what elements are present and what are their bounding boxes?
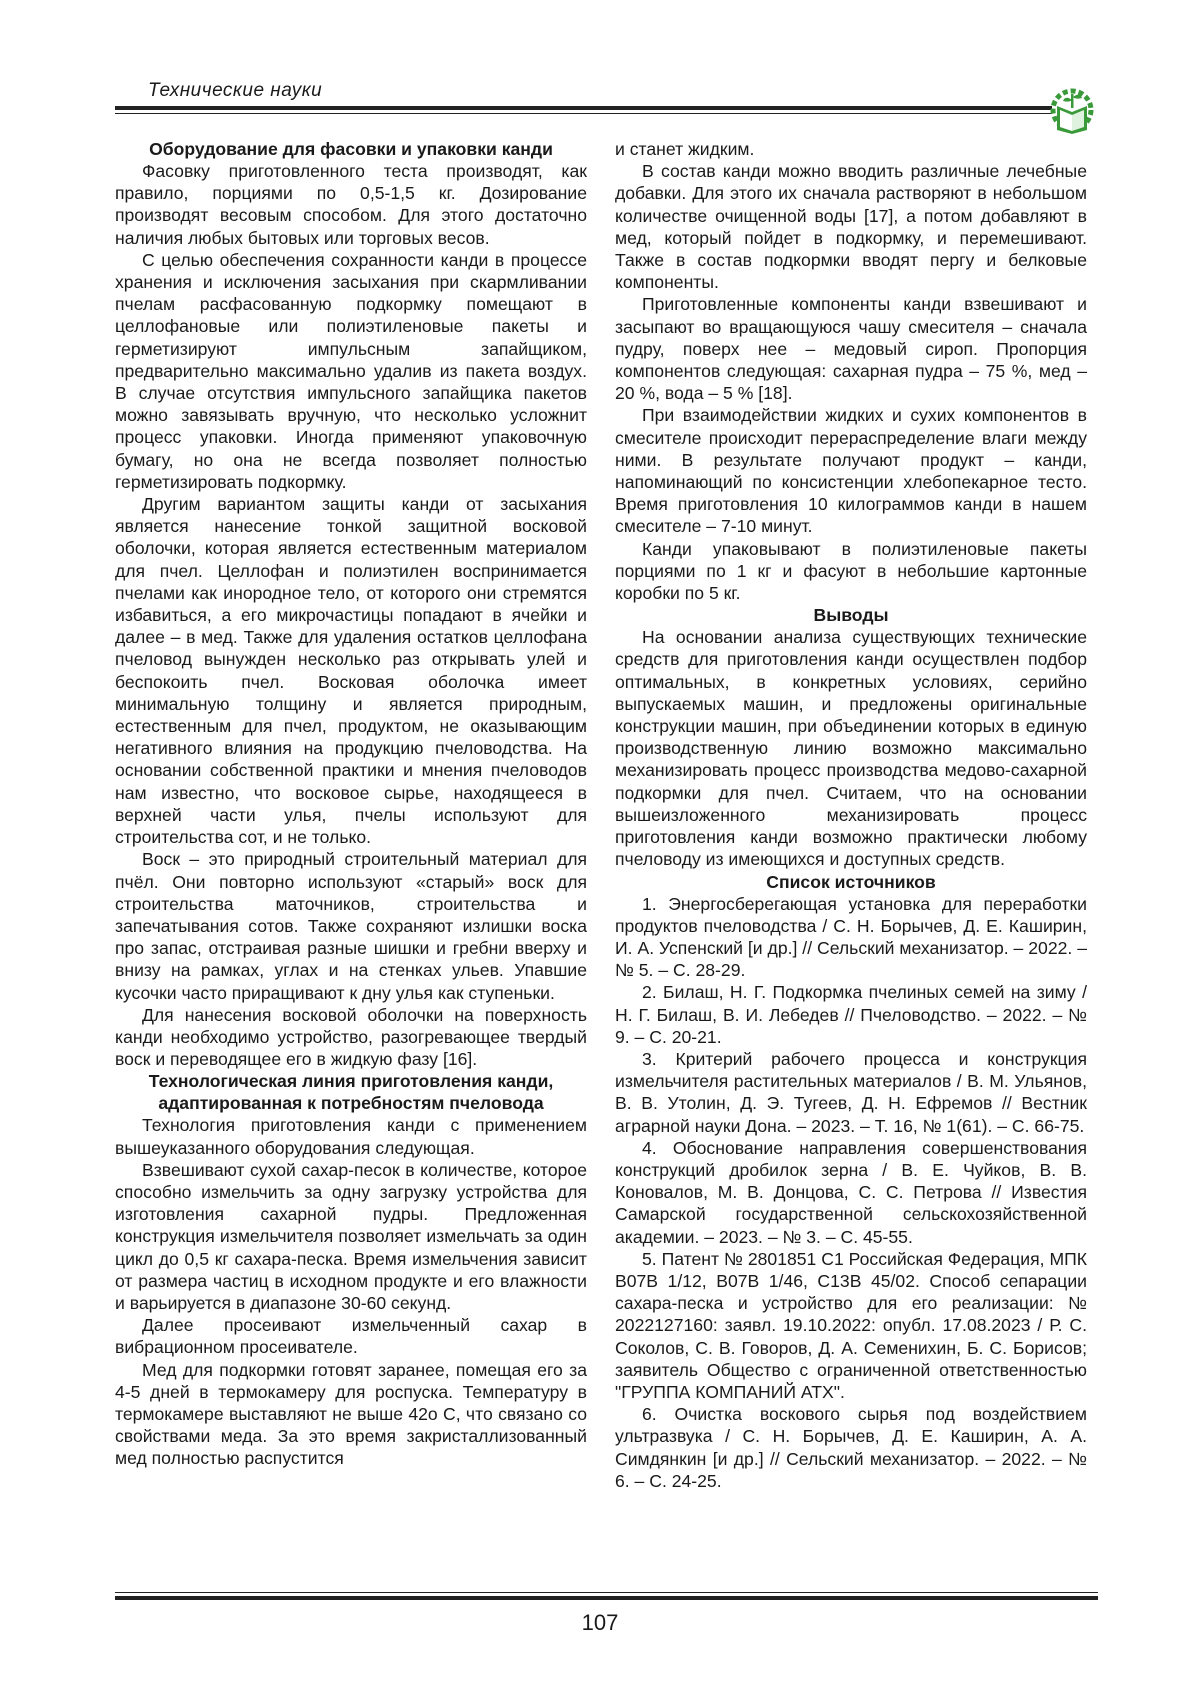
left-column	[115, 138, 587, 1470]
paragraph: Технология приготовления канди с применением вышеуказанного оборудования следующая.	[115, 1115, 587, 1158]
header-rule	[115, 106, 1052, 114]
reference-item: 4. Обоснование направления совершенствования конструкций дробилок зерна / В. Е. Чуйков, В. В. Коновалов, М. В. Донцова, С. С. Петрова // Известия Самарской государственной сельскохозяйственной академии. – 2023. – № 3. – С. 45-55.	[615, 1137, 1087, 1247]
paragraph: При взаимодействии жидких и сухих компонентов в смесителе происходит перераспределение влаги между ними. В результате получают продукт – канди, напоминающий по консистенции хлебопекарное тесто. Время приготовления 10 килограммов канди в нашем смесителе – 7-10 минут.	[615, 405, 1087, 537]
section-heading-packaging: Оборудование для фасовки и упаковки канди	[149, 139, 553, 159]
paragraph: Для нанесения восковой оболочки на поверхность канди необходимо устройство, разогревающее твердый воск и переводящее его в жидкую фазу [16].	[115, 1004, 587, 1070]
journal-logo-icon	[1047, 86, 1097, 136]
paragraph: В состав канди можно вводить различные лечебные добавки. Для этого их сначала растворяют в небольшом количестве очищенной воды [17], а потом добавляют в мед, который пойдет в подкормку, и перемешивают. Также в состав подкормки вводят пергу и белковые компоненты.	[615, 161, 1087, 293]
paragraph: Приготовленные компоненты канди взвешивают и засыпают во вращающуюся чашу смесителя – сначала пудру, поверх нее – медовый сироп. Пропорция компонентов следующая: сахарная пудра – 75 %, мед – 20 %, вода – 5 % [18].	[615, 294, 1087, 404]
page-number: 107	[581, 1610, 619, 1635]
paragraph: Взвешивают сухой сахар-песок в количестве, которое способно измельчить за одну загрузку устройства для изготовления сахарной пудры. Предложенная конструкция измельчителя позволяет измельчать за один цикл до 0,5 кг сахара-песка. Время измельчения зависит от размера частиц в исходном продукте и его влажности и варьируется в диапазоне 30-60 секунд.	[115, 1159, 587, 1313]
section-heading-conclusions: Выводы	[813, 605, 889, 626]
paragraph: Далее просеивают измельченный сахар в вибрационном просеивателе.	[115, 1315, 587, 1358]
paragraph: Воск – это природный строительный материал для пчёл. Они повторно используют «старый» воск для строительства маточников, строительства и запечатывания сотов. Также сохраняют излишки воска про запас, отстраивая разные шишки и гребни вверху и внизу на рамках, углах и на стенках ульев. Упавшие кусочки часто приращивают к дну улья как ступеньки.	[115, 849, 587, 1003]
paragraph: Фасовку приготовленного теста производят, как правило, порциями по 0,5-1,5 кг. Дозирование производят весовым способом. Для этого достаточно наличия любых бытовых или торговых весов.	[115, 161, 587, 248]
section-heading-line	[115, 1070, 587, 1114]
section-heading-line1: Технологическая линия приготовления канди,	[148, 1071, 554, 1092]
right-column	[615, 138, 1087, 1492]
footer-rule	[115, 1592, 1098, 1600]
paragraph: Канди упаковывают в полиэтиленовые пакеты порциями по 1 кг и фасуют в небольшие картонные коробки по 5 кг.	[615, 538, 1087, 604]
paragraph: На основании анализа существующих технические средств для приготовления канди осуществлен подбор оптимальных, в конкретных условиях, серийно выпускаемых машин, и предложены оригинальные конструкции машин, при объединении которых в единую производственную линию возможно максимально механизировать процесс производства медово-сахарной подкормки для пчел. Считаем, что на основании вышеизложенного механизировать процесс приготовления канди возможно практически любому пчеловоду из имеющихся и доступных средств.	[615, 627, 1087, 870]
paragraph-continuation: и станет жидким.	[615, 139, 755, 159]
reference-item: 1. Энергосберегающая установка для переработки продуктов пчеловодства / С. Н. Борычев, Д. Е. Каширин, И. А. Успенский [и др.] // Сельский механизатор. – 2022. – № 5. – С. 28-29.	[615, 893, 1087, 981]
paragraph: С целью обеспечения сохранности канди в процессе хранения и исключения засыхания при скармливании пчелам расфасованную подкормку помещают в целлофановые или полиэтиленовые пакеты и герметизируют импульсным запайщиком, предварительно максимально удалив из пакета воздух. В случае отсутствия импульсного запайщика пакетов можно завязывать вручную, что несколько усложнит процесс упаковки. Иногда применяют упаковочную бумагу, но она не всегда позволяет полностью герметизировать подкормку.	[115, 249, 587, 492]
section-heading-line2: адаптированная к потребностям пчеловода	[158, 1093, 544, 1114]
reference-item: 3. Критерий рабочего процесса и конструкция измельчителя растительных материалов / В. М. Ульянов, В. В. Утолин, Д. Э. Тугеев, Д. Н. Ефремов // Вестник аграрной науки Дона. – 2023. – Т. 16, № 1(61). – С. 66-75.	[615, 1048, 1087, 1136]
running-header: Технические науки	[148, 80, 323, 101]
reference-item: 5. Патент № 2801851 C1 Российская Федерация, МПК B07B 1/12, B07B 1/46, C13B 45/02. Способ сепарации сахара-песка и устройство для его реализации: № 2022127160: заявл. 19.10.2022: опубл. 17.08.2023 / Р. С. Соколов, С. В. Говоров, Д. А. Семенихин, Б. С. Борисов; заявитель Общество с ограниченной ответственностью "ГРУППА КОМПАНИЙ АТХ".	[615, 1248, 1087, 1402]
paragraph: Другим вариантом защиты канди от засыхания является нанесение тонкой защитной восковой оболочки, которая является естественным материалом для пчел. Целлофан и полиэтилен воспринимается пчелами как инородное тело, от которого они стремятся избавиться, а его микрочастицы попадают в ячейки и далее – в мед. Также для удаления остатков целлофана пчеловод вынужден несколько раз открывать улей и беспокоить пчел. Восковая оболочка имеет минимальную толщину и является природным, естественным для пчел, продуктом, не оказывающим негативного влияния на продукцию пчеловодства. На основании собственной практики и мнения пчеловодов нам известно, что восковое сырье, находящееся в верхней части улья, пчелы используют для строительства сот, и не только.	[115, 494, 587, 848]
reference-item: 2. Билаш, Н. Г. Подкормка пчелиных семей на зиму / Н. Г. Билаш, В. И. Лебедев // Пчеловодство. – 2022. – № 9. – С. 20-21.	[615, 982, 1087, 1047]
section-heading-references: Список источников	[766, 871, 936, 892]
reference-item: 6. Очистка воскового сырья под воздействием ультразвука / С. Н. Борычев, Д. Е. Каширин, А. А. Симдянкин [и др.] // Сельский механизатор. – 2022. – № 6. – С. 24-25.	[615, 1404, 1087, 1491]
paragraph: Мед для подкормки готовят заранее, помещая его за 4-5 дней в термокамеру для роспуска. Температуру в термокамере выставляют не выше 42о С, что связано со свойствами меда. За это время закристаллизованный мед полностью распустится	[115, 1359, 587, 1469]
